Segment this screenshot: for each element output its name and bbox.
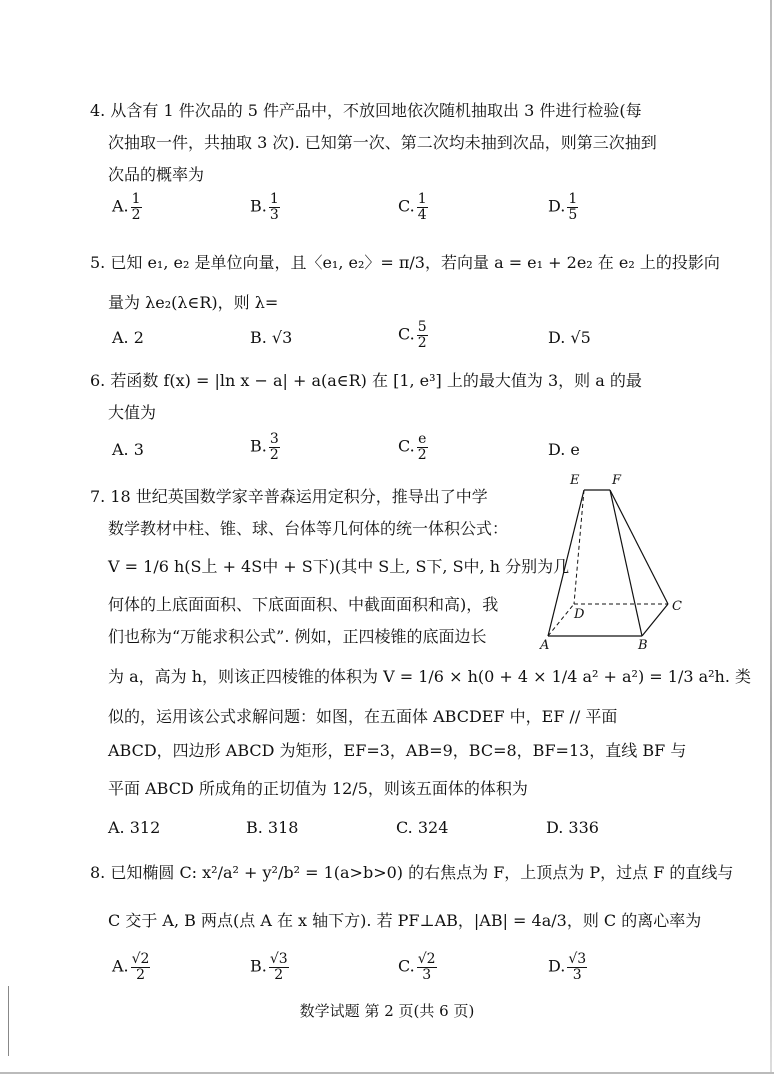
q7-option-a: A. 312	[108, 818, 161, 837]
q4-option-c: C. $\frac{1}{4}$	[398, 191, 427, 223]
label-e: E	[570, 473, 580, 488]
label-d: D	[574, 607, 585, 622]
q4-line2: 次抽取一件，共抽取 3 次). 已知第一次、第二次均未抽到次品，则第三次抽到	[108, 133, 657, 152]
q6-line1: 6. 若函数 f(x) = |ln x − a| + a(a∈R) 在 [1, e³] 上的最大值为 3，则 a 的最	[90, 371, 642, 390]
q5-option-a: A. 2	[112, 328, 144, 347]
q4-line3: 次品的概率为	[108, 165, 205, 184]
q8-option-d: D. $\frac{√3}{3}$	[548, 951, 587, 983]
label-b: B	[638, 638, 648, 650]
q4-line1: 4. 从含有 1 件次品的 5 件产品中，不放回地依次随机抽取出 3 件进行检验(每	[90, 101, 642, 120]
q6-line2: 大值为	[108, 403, 157, 422]
page-edge	[770, 0, 772, 1074]
q4-option-d: D. $\frac{1}{5}$	[548, 191, 578, 223]
q8-line1: 8. 已知椭圆 C: x²/a² + y²/b² = 1(a>b>0) 的右焦点为 F，上顶点为 P，过点 F 的直线与	[90, 863, 734, 882]
q4-option-a: A. $\frac{1}{2}$	[112, 191, 141, 223]
label-a: A	[540, 638, 550, 650]
q7-option-c: C. 324	[396, 818, 449, 837]
q5-option-d: D. √5	[548, 328, 591, 347]
q7-option-b: B. 318	[246, 818, 299, 837]
page-footer: 数学试题 第 2 页(共 6 页)	[299, 1002, 475, 1020]
edge-ed-hidden	[574, 490, 584, 604]
q7-line3: V = 1/6 h(S上 + 4S中 + S下)(其中 S上, S下, S中, h 分别为几	[108, 557, 570, 576]
q6-option-c: C. $\frac{e}{2}$	[398, 431, 427, 463]
q5-line1: 5. 已知 e₁, e₂ 是单位向量，且〈e₁, e₂〉= π/3，若向量 a = e₁ + 2e₂ 在 e₂ 上的投影向	[90, 253, 720, 272]
label-f: F	[612, 473, 622, 488]
q7-option-d: D. 336	[546, 818, 599, 837]
q7-line5: 们也称为“万能求积公式”. 例如，正四棱锥的底面边长	[108, 627, 487, 646]
q8-option-b: B. $\frac{√3}{2}$	[250, 951, 288, 983]
q7-line2: 数学教材中柱、锥、球、台体等几何体的统一体积公式：	[108, 519, 509, 538]
q7-line1: 7. 18 世纪英国数学家辛普森运用定积分，推导出了中学	[90, 487, 488, 506]
q7-line6: 为 a，高为 h，则该正四棱锥的体积为 V = 1/6 × h(0 + 4 × 1/4 a² + a²) = 1/3 a²h. 类	[108, 667, 752, 686]
q6-option-b: B. $\frac{3}{2}$	[250, 431, 279, 463]
edge-fc	[610, 490, 668, 604]
q7-line9: 平面 ABCD 所成角的正切值为 12/5，则该五面体的体积为	[108, 779, 528, 798]
q6-option-a: A. 3	[112, 440, 144, 459]
scan-mark	[8, 986, 9, 1056]
q8-option-a: A. $\frac{√2}{2}$	[112, 951, 150, 983]
q5-option-c: C. $\frac{5}{2}$	[398, 319, 427, 351]
pentahedron-figure	[538, 470, 688, 650]
q5-option-b: B. √3	[250, 328, 293, 347]
q7-line4: 何体的上底面面积、下底面面积、中截面面积和高)，我	[108, 595, 499, 614]
q6-option-d: D. e	[548, 440, 580, 459]
q7-line7: 似的，运用该公式求解问题：如图，在五面体 ABCDEF 中，EF // 平面	[108, 707, 618, 726]
q8-option-c: C. $\frac{√2}{3}$	[398, 951, 436, 983]
q8-line2: C 交于 A, B 两点(点 A 在 x 轴下方). 若 PF⊥AB，|AB| = 4a/3，则 C 的离心率为	[108, 911, 702, 930]
edge-bc	[642, 604, 668, 636]
q4-option-b: B. $\frac{1}{3}$	[250, 191, 279, 223]
q7-line8: ABCD，四边形 ABCD 为矩形，EF=3，AB=9，BC=8，BF=13，直线 BF 与	[108, 741, 687, 760]
label-c: C	[672, 599, 682, 614]
edge-fb	[610, 490, 642, 636]
q5-line2: 量为 λe₂(λ∈R)，则 λ=	[108, 293, 279, 312]
